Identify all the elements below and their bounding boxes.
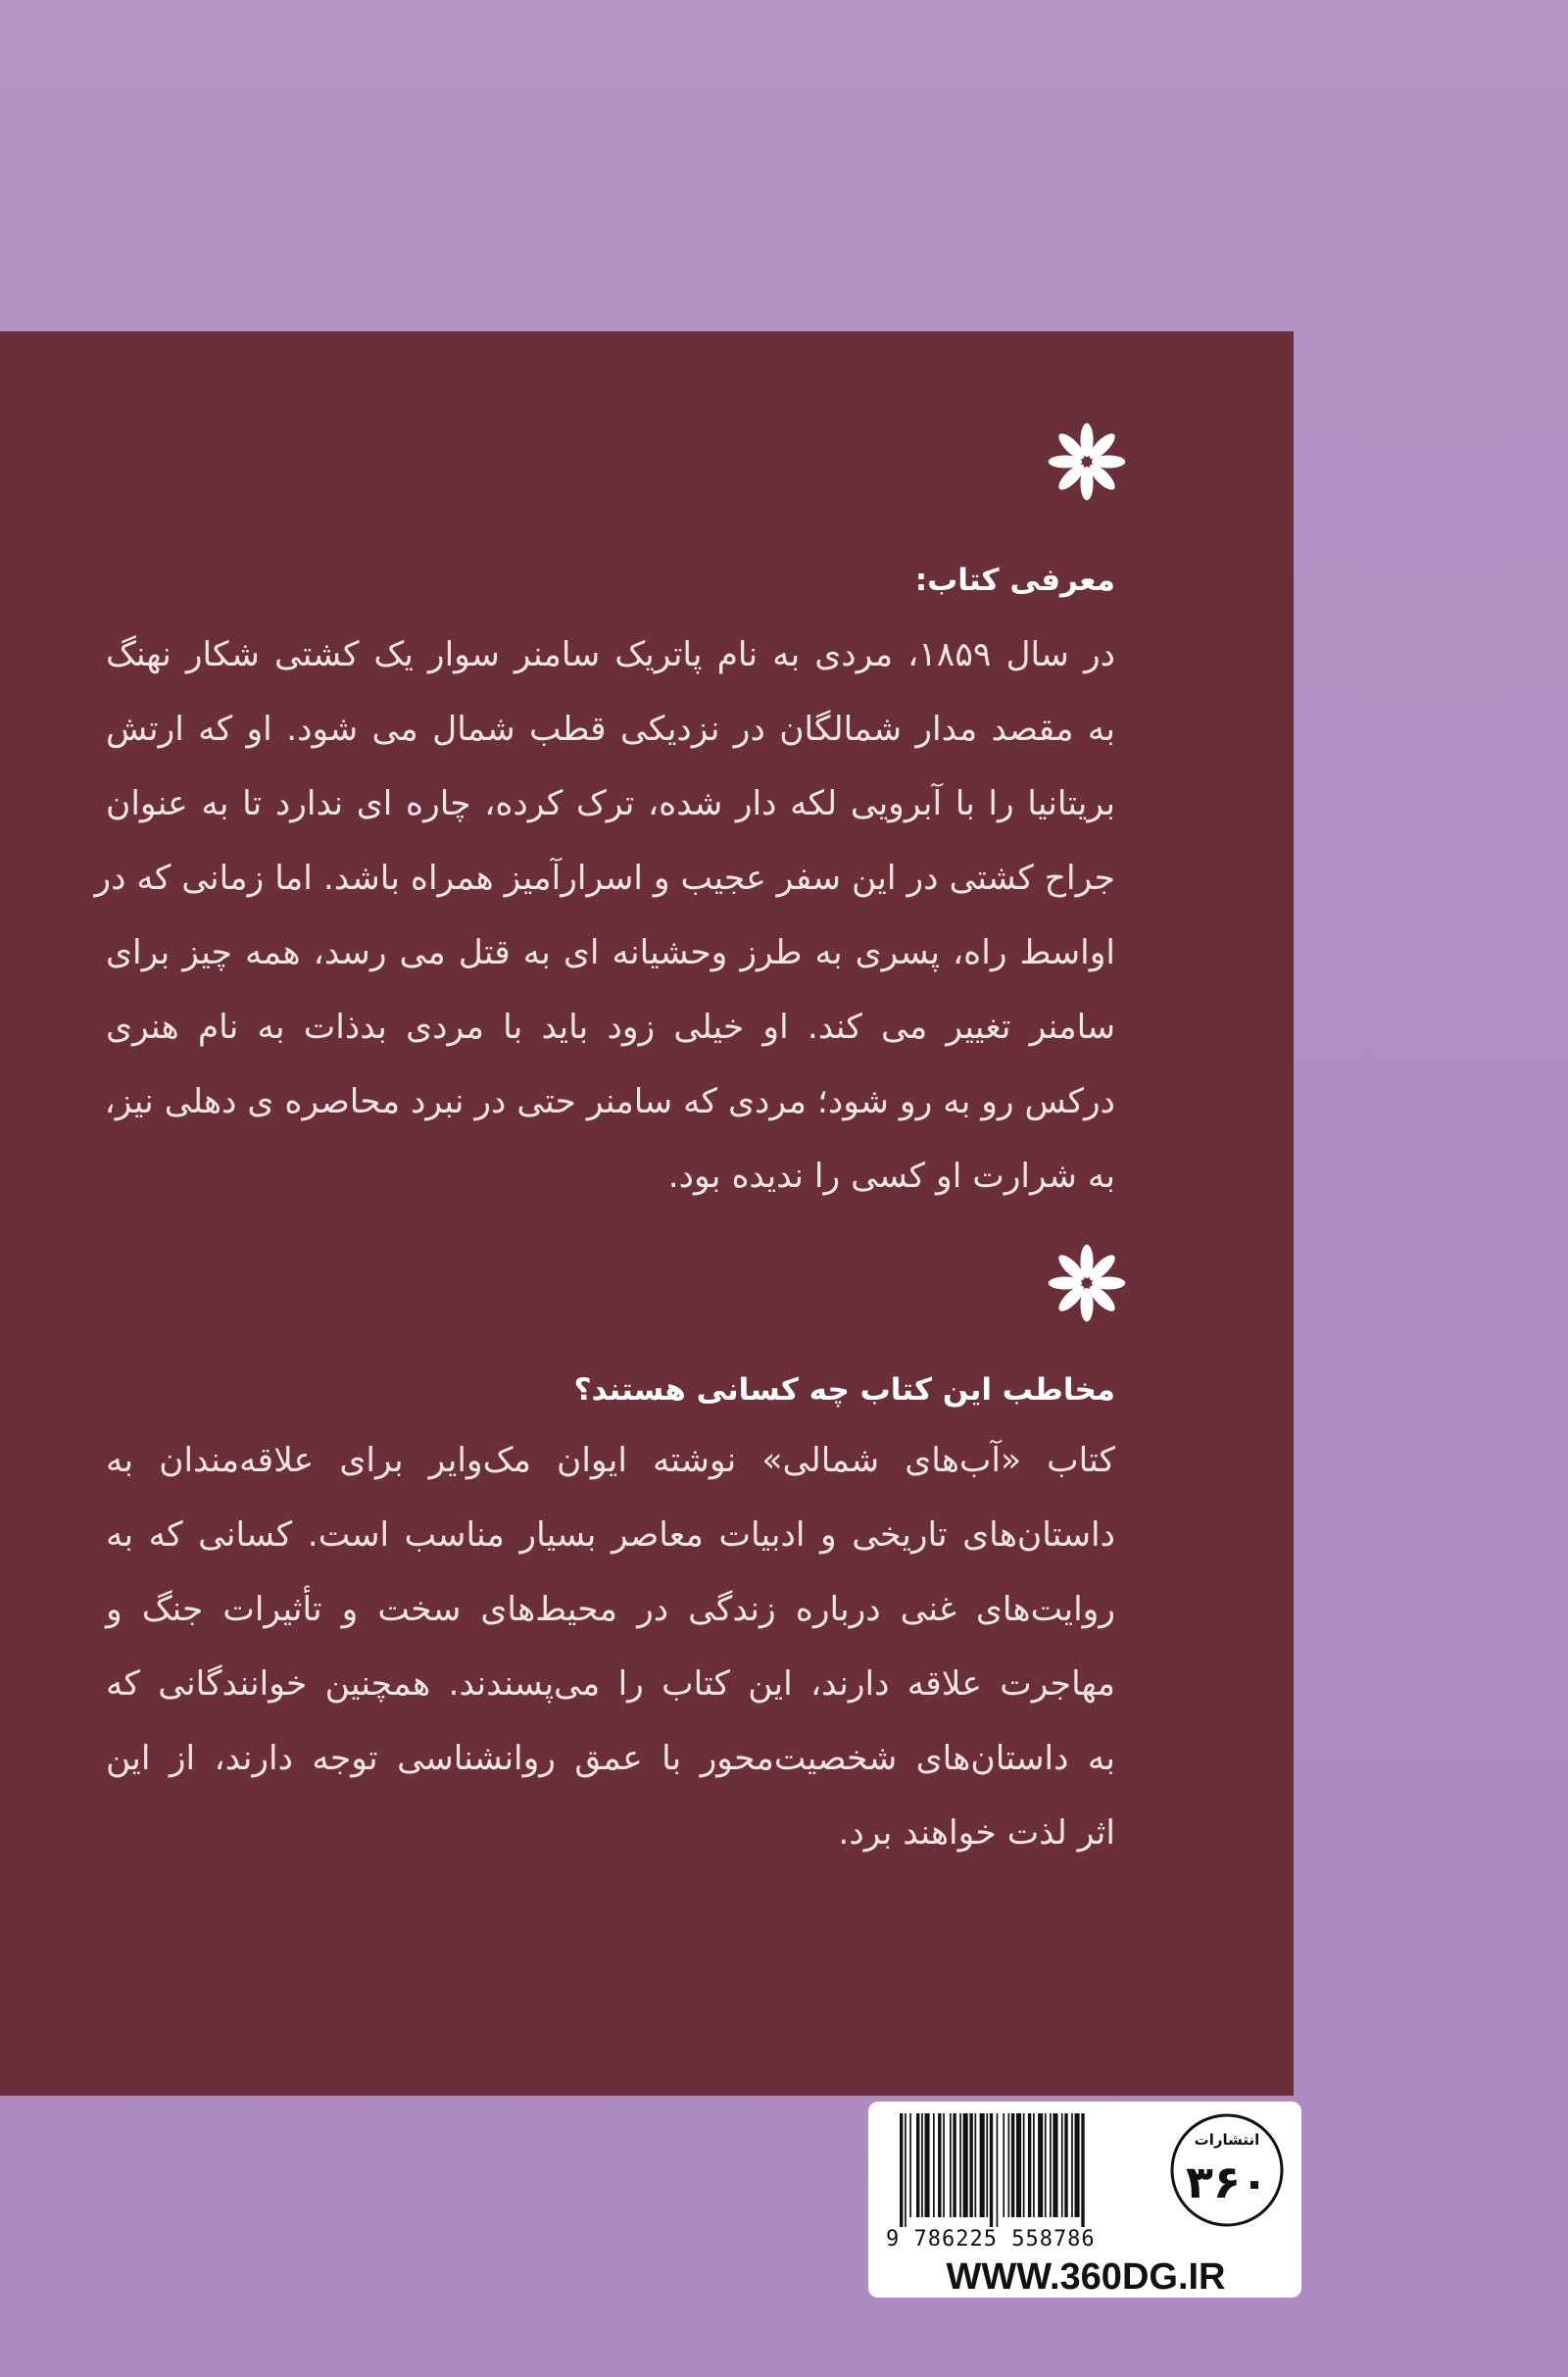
isbn-number: 9 786225 558786 bbox=[886, 2227, 1096, 2252]
audience-line: کتاب «آب‌های شمالی» نوشته ایوان مک‌وایر برای علاقه‌مندان به bbox=[106, 1441, 1115, 1480]
intro-line: اواسط راه، پسری به طرز وحشیانه ای به قتل می رسد، همه چیز برای bbox=[106, 933, 1115, 972]
intro-heading: معرفی کتاب: bbox=[914, 563, 1115, 598]
asterisk-icon bbox=[1047, 1243, 1127, 1323]
audience-heading: مخاطب این کتاب چه کسانی هستند؟ bbox=[573, 1372, 1115, 1408]
audience-line: اثر لذت خواهند برد. bbox=[838, 1813, 1115, 1853]
asterisk-icon bbox=[1047, 421, 1127, 502]
intro-line: جراح کشتی در این سفر عجیب و اسرارآمیز همراه باشد. اما زمانی که در bbox=[94, 859, 1115, 898]
audience-line: داستان‌های تاریخی و ادبیات معاصر بسیار مناسب است. کسانی که به bbox=[106, 1515, 1115, 1555]
intro-line: در سال ۱۸۵۹، مردی به نام پاتریک سامنر سوار یک کشتی شکار نهنگ bbox=[106, 635, 1115, 674]
publisher-logo-label: انتشارات bbox=[1194, 2131, 1260, 2149]
audience-line: به داستان‌های شخصیت‌محور با عمق روانشناسی توجه دارند، از این bbox=[106, 1739, 1115, 1778]
intro-line: سامنر تغییر می کند. او خیلی زود باید با مردی بدذات به نام هنری bbox=[106, 1008, 1115, 1047]
intro-line: بریتانیا را با آبرویی لکه دار شده، ترک کرده، چاره ای ندارد تا به عنوان bbox=[106, 784, 1115, 823]
publisher-logo-number: ۳۶۰ bbox=[1185, 2155, 1269, 2208]
audience-paragraph bbox=[106, 1423, 1115, 1870]
audience-line: مهاجرت علاقه دارند، این کتاب را می‌پسندند. همچنین خوانندگانی که bbox=[106, 1664, 1115, 1704]
intro-paragraph bbox=[94, 618, 1115, 1213]
publisher-logo-icon bbox=[1168, 2111, 1286, 2229]
intro-line: درکس رو به رو شود؛ مردی که سامنر حتی در نبرد محاصره ی دهلی نیز، bbox=[104, 1082, 1115, 1121]
website-url: WWW.360DG.IR bbox=[946, 2256, 1226, 2298]
intro-line: به مقصد مدار شمالگان در نزدیکی قطب شمال می شود. او که ارتش bbox=[106, 710, 1115, 749]
barcode-image bbox=[890, 2113, 1156, 2227]
audience-line: روایت‌های غنی درباره زندگی در محیط‌های سخت و تأثیرات جنگ و bbox=[106, 1590, 1115, 1629]
intro-line: به شرارت او کسی را ندیده بود. bbox=[667, 1157, 1115, 1196]
barcode-label bbox=[868, 2102, 1301, 2298]
